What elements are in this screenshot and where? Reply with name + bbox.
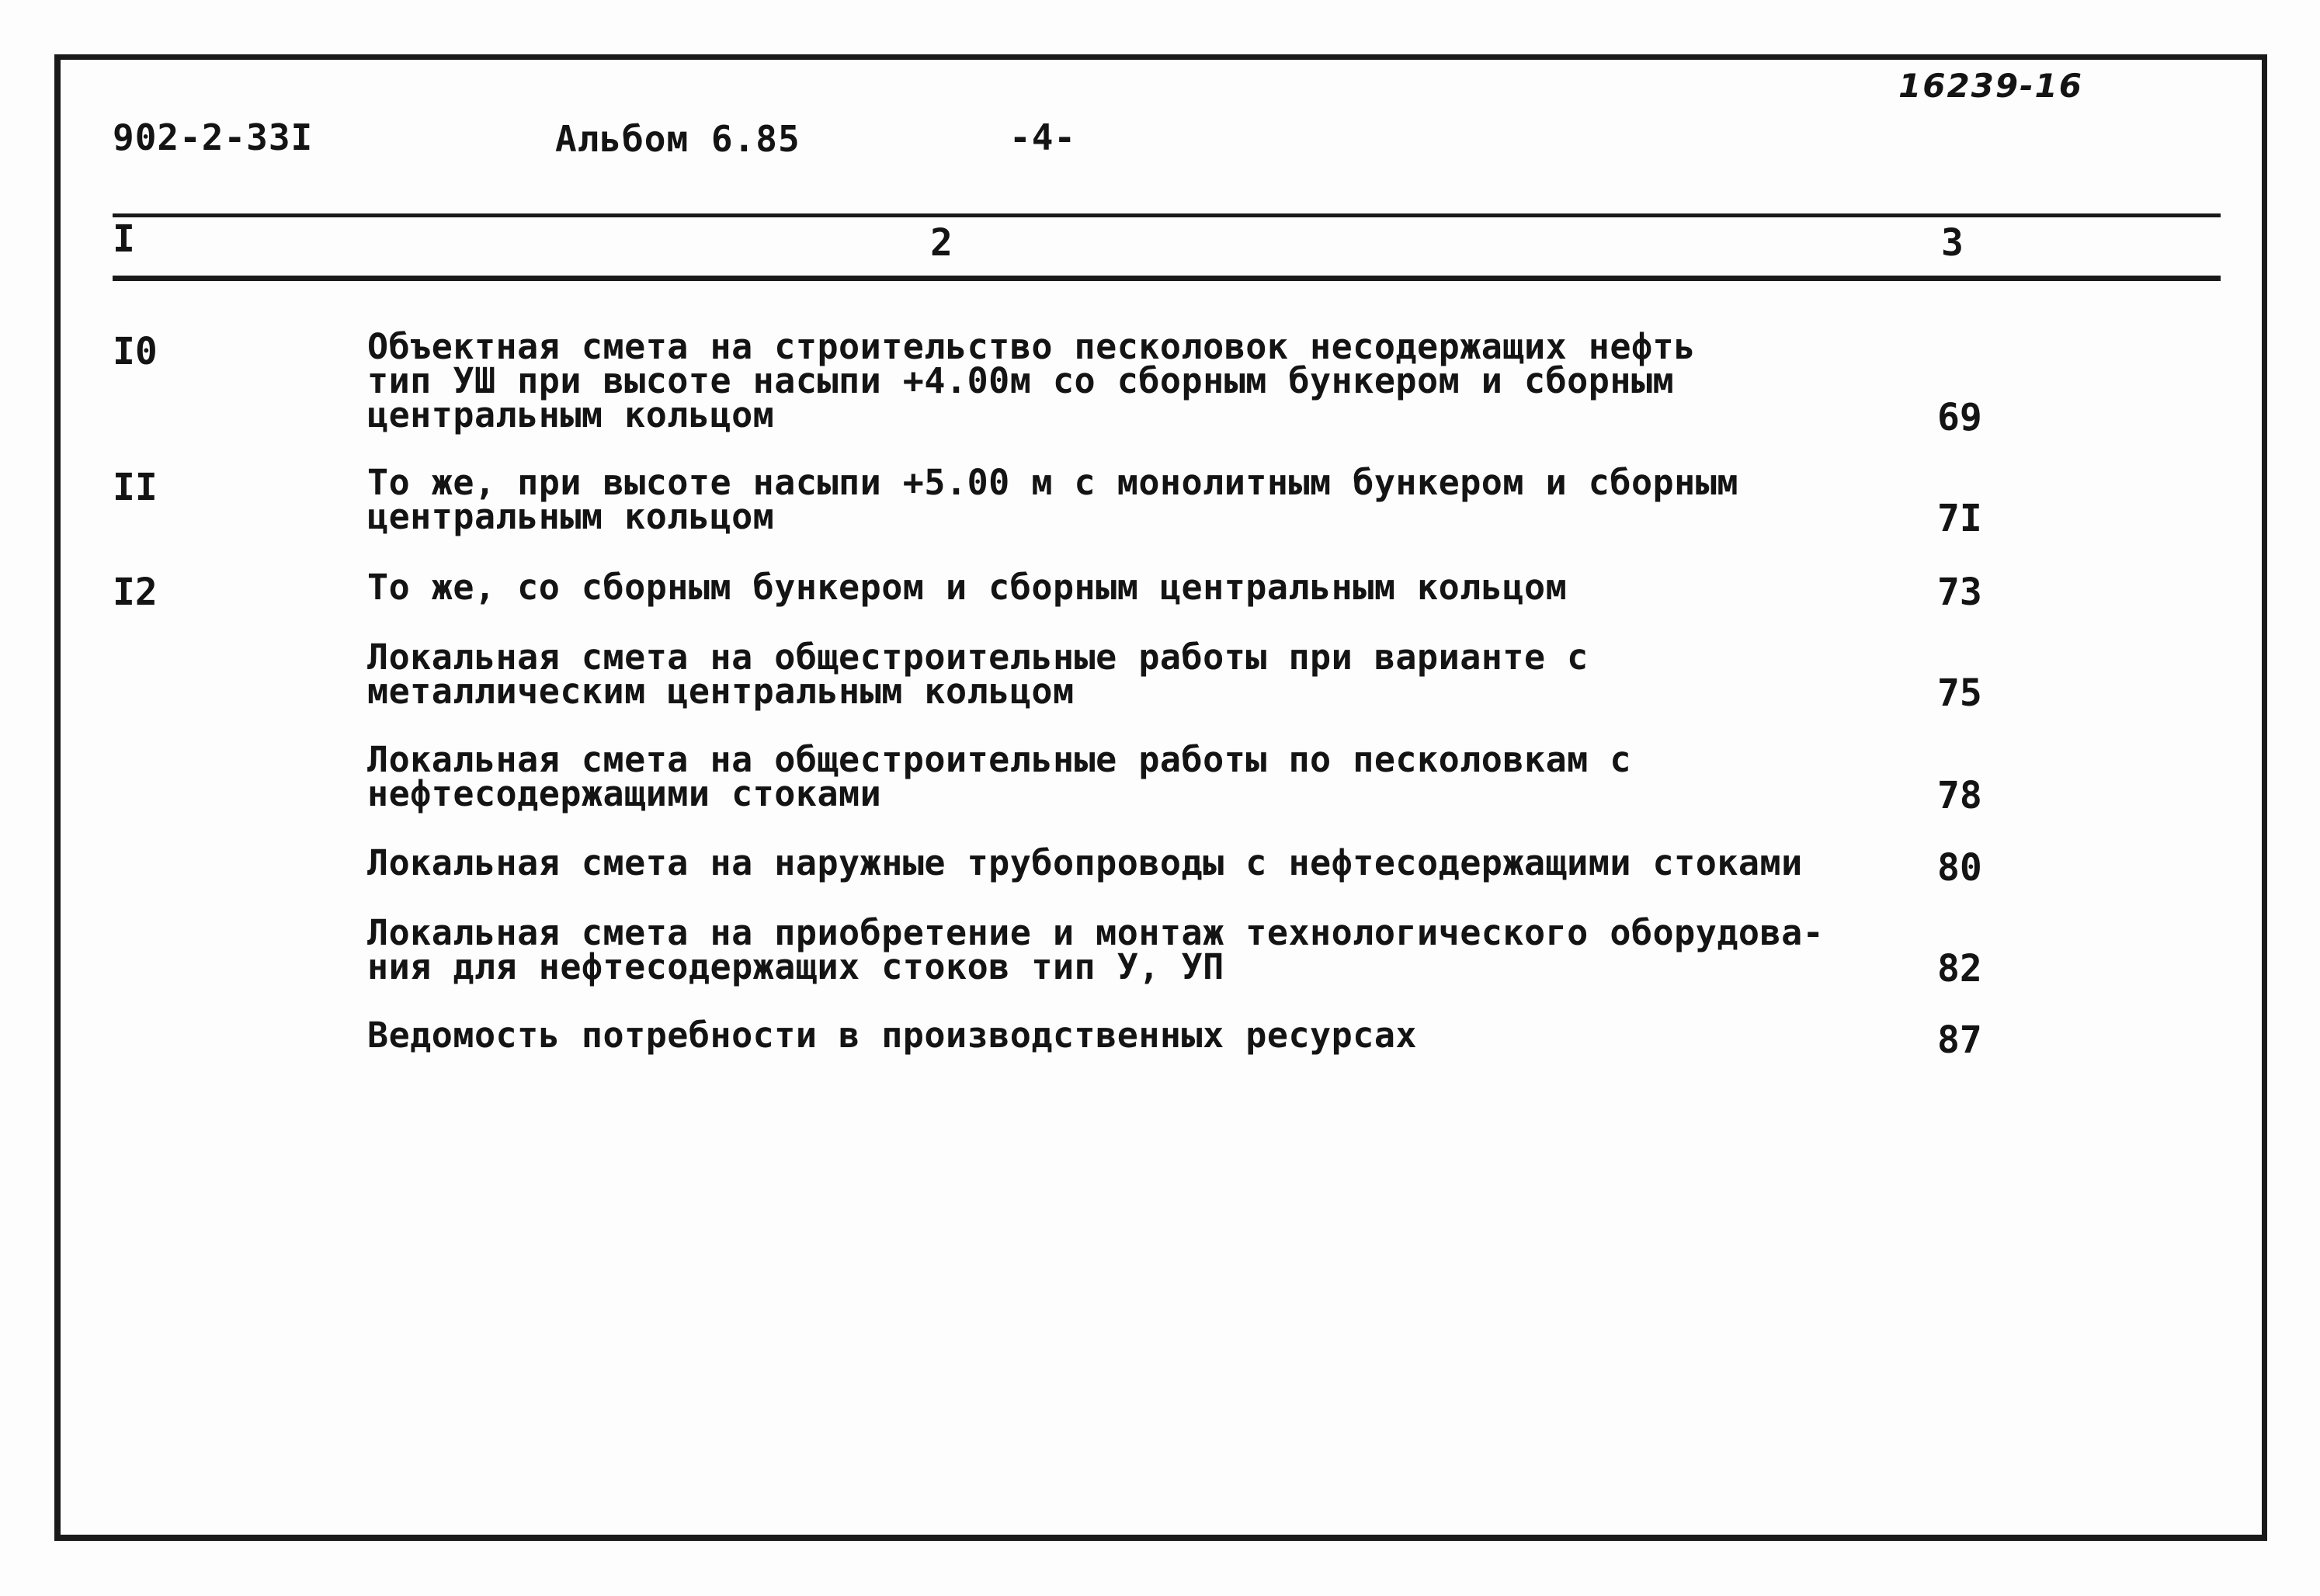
row-description: Локальная смета на приобретение и монтаж технологического оборудова- ния для нефтесодержащих стоков тип У, УП bbox=[367, 912, 1825, 987]
row-page: 69 bbox=[1937, 396, 1982, 439]
page-number: -4- bbox=[1009, 116, 1077, 158]
row-page: 87 bbox=[1937, 1018, 1982, 1062]
row-page: 75 bbox=[1937, 671, 1982, 715]
row-description: Локальная смета на общестроительные работы при варианте с металлическим центральным кольцом bbox=[367, 637, 1589, 712]
archive-stamp: 16239-16 bbox=[1898, 67, 2083, 105]
row-page: 73 bbox=[1937, 571, 1982, 614]
row-description: Ведомость потребности в производственных ресурсах bbox=[367, 1015, 1418, 1056]
row-description: Объектная смета на строительство песколовок несодержащих нефть тип УШ при высоте насыпи +4.00м со сборным бункером и сборным центральным кольцом bbox=[367, 326, 1696, 435]
row-number: I0 bbox=[113, 330, 158, 373]
row-description: Локальная смета на наружные трубопроводы с нефтесодержащими стоками bbox=[367, 842, 1803, 883]
column-header-title: 2 bbox=[930, 221, 953, 265]
row-page: 80 bbox=[1937, 846, 1982, 890]
row-number: I2 bbox=[113, 571, 158, 614]
row-page: 82 bbox=[1937, 947, 1982, 991]
document-code: 902-2-33I bbox=[113, 116, 314, 158]
row-page: 7I bbox=[1937, 497, 1982, 540]
row-number: II bbox=[113, 466, 158, 509]
row-description: Локальная смета на общестроительные работы по песколовкам с нефтесодержащими стоками bbox=[367, 739, 1631, 814]
table-header-rule bbox=[113, 276, 2221, 281]
row-description: То же, при высоте насыпи +5.00 м с монолитным бункером и сборным центральным кольцом bbox=[367, 462, 1738, 537]
row-page: 78 bbox=[1937, 774, 1982, 817]
table-top-rule bbox=[113, 213, 2221, 217]
row-description: То же, со сборным бункером и сборным центральным кольцом bbox=[367, 567, 1568, 608]
column-header-number: I bbox=[113, 217, 135, 261]
album-label: Альбом 6.85 bbox=[555, 118, 801, 160]
column-header-page: 3 bbox=[1941, 221, 1964, 265]
